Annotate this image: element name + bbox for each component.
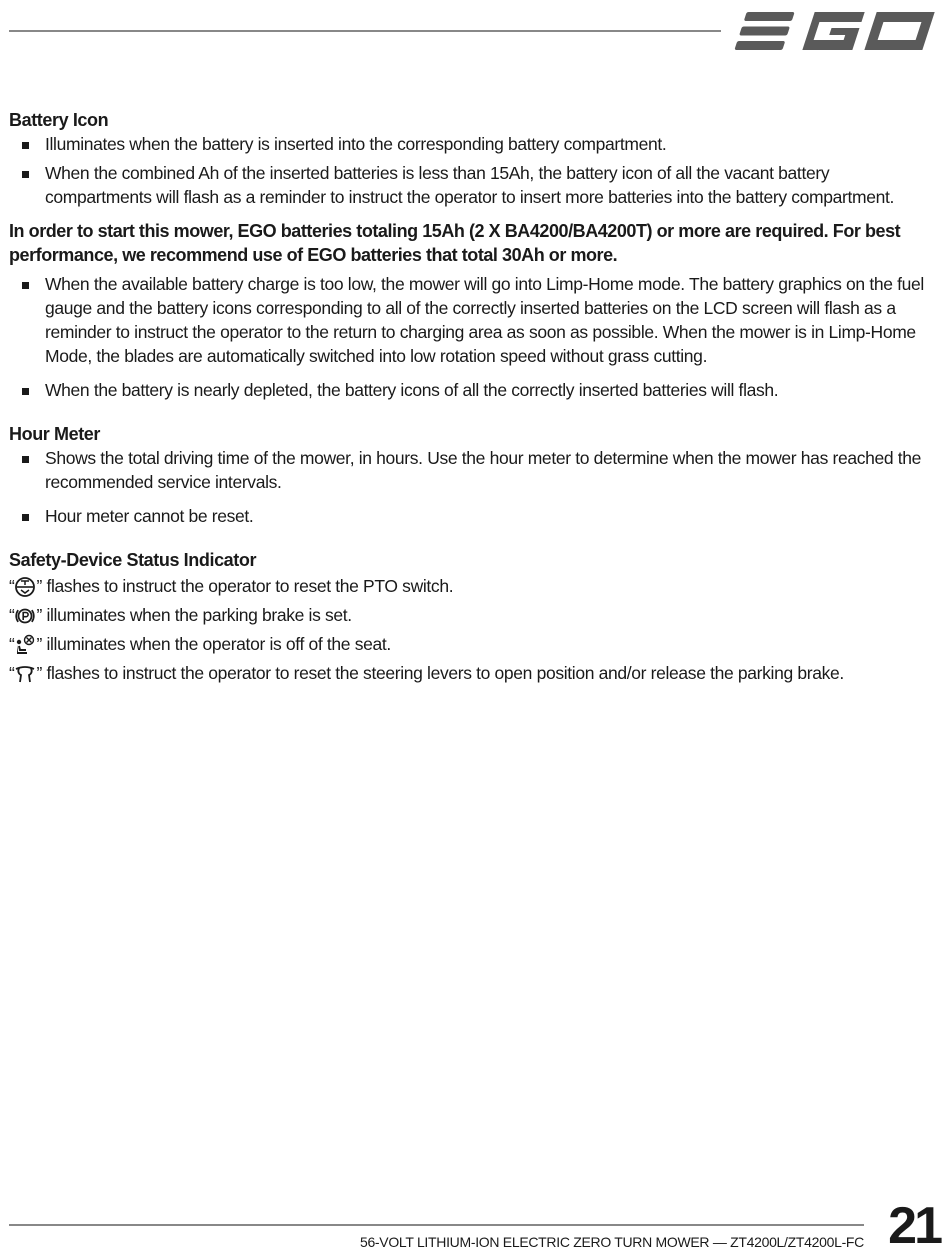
battery-requirement-note: In order to start this mower, EGO batteries totaling 15Ah (2 X BA4200/BA4200T) or more are required. For best performance, we recommend use of EGO batteries that total 30Ah or more. [9,221,901,265]
pto-switch-icon [14,576,36,598]
hour-meter-bullet-list [9,446,939,528]
list-item: When the available battery charge is too low, the mower will go into Limp-Home mode. The battery graphics on the fuel gauge and the battery icons corresponding to all of the correctly inserted batteries on the LCD screen will flash as a reminder to instruct the operator to the return to charging area as soon as possible. When the mower is in Limp-Home Mode, the blades are automatically switched into low rotation speed without grass cutting. [9,272,939,368]
status-line-steering-levers: “ ” flashes to instruct the operator to reset the steering levers to open position and/or release the parking brake. [9,663,844,683]
list-item: When the combined Ah of the inserted batteries is less than 15Ah, the battery icon of all the vacant battery compartments will flash as a reminder to instruct the operator to insert more batteries into the battery compartment. [9,161,939,209]
list-item: Hour meter cannot be reset. [9,504,939,528]
list-item: Shows the total driving time of the mower, in hours. Use the hour meter to determine when the mower has reached the recommended service intervals. [9,446,939,494]
parking-brake-icon [14,605,36,627]
ego-logo [734,8,939,54]
header-rule [9,30,721,32]
hour-meter-title: Hour Meter [9,424,101,444]
status-line-pto: “ ” flashes to instruct the operator to reset the PTO switch. [9,576,454,596]
list-item: Illuminates when the battery is inserted into the corresponding battery compartment. [9,132,939,156]
footer-product-title: 56-VOLT LITHIUM-ION ELECTRIC ZERO TURN MOWER — ZT4200L/ZT4200L-FC [359,1234,864,1250]
list-item: When the battery is nearly depleted, the battery icons of all the correctly inserted batteries will flash. [9,378,939,402]
footer-rule [9,1224,864,1226]
page-number: 21 [888,1197,940,1255]
battery-bullet-list [9,132,939,209]
battery-bullet-list-2 [9,272,939,402]
status-line-parking-brake: “ ” illuminates when the parking brake is set. [9,605,352,625]
battery-icon-title: Battery Icon [9,110,109,130]
operator-off-seat-icon [14,634,36,656]
page-content [9,108,939,688]
safety-device-title: Safety-Device Status Indicator [9,550,257,570]
steering-levers-icon [14,663,36,685]
status-line-off-seat: “ ” illuminates when the operator is off of the seat. [9,634,391,654]
